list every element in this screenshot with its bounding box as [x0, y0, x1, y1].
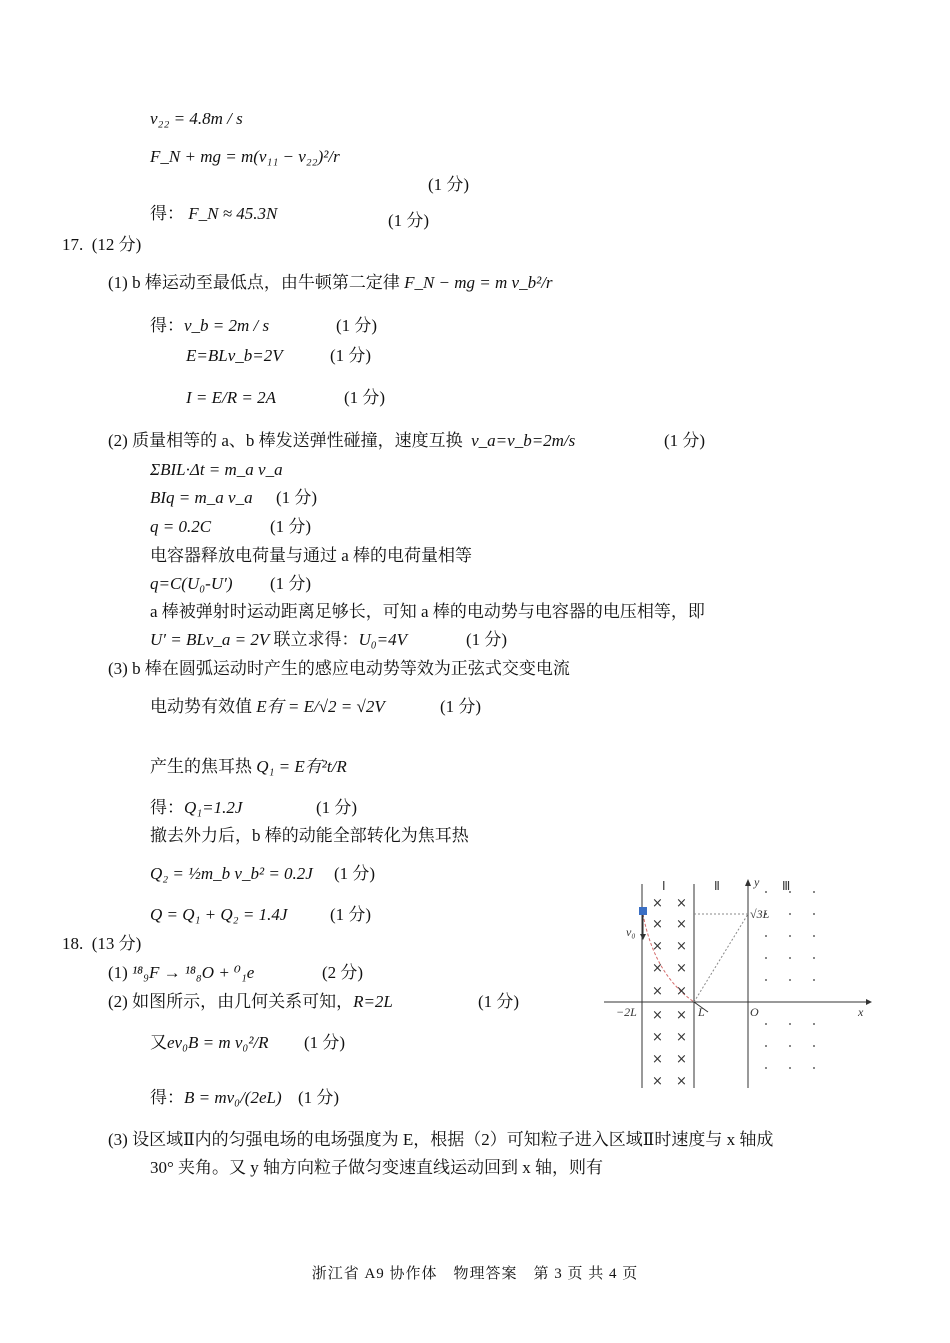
svg-text:×: ×: [676, 917, 687, 932]
v0-label: v₀: [626, 925, 636, 939]
region-1-label: Ⅰ: [662, 879, 666, 893]
q17-q1: 得：Q₁=1.2J: [150, 798, 243, 817]
q17-impulse-sum: ΣBIL·Δt = m_a v_a: [150, 460, 283, 479]
score: (1 分): [330, 905, 372, 924]
q18-part2-intro: (2) 如图所示，由几何关系可知，R=2L: [108, 992, 393, 1011]
q17-u0: U′ = BLv_a = 2V 联立求得：U₀=4V: [150, 630, 408, 649]
score: (1 分): [270, 574, 312, 593]
y-axis-arrow: [745, 879, 751, 886]
neg-2l-label: −2L: [616, 1005, 637, 1019]
y-axis-label: y: [754, 875, 760, 889]
score: (1 分): [316, 798, 358, 817]
particle-source: [639, 907, 647, 915]
score: (1 分): [428, 175, 470, 194]
result-fn: 得： F_N ≈ 45.3N: [150, 204, 278, 223]
score: (1 分): [330, 346, 372, 365]
q17-q1-eq: 产生的焦耳热 Q₁ = E有²t/R: [150, 757, 347, 776]
eq-v22: v₂₂ = 4.8m / s: [150, 109, 243, 128]
q17-part2-intro: (2) 质量相等的 a、b 棒发送弹性碰撞，速度互换 v_a=v_b=2m/s: [108, 431, 576, 450]
guide-trajectory-region2: [694, 914, 748, 1002]
q17-long-text: a 棒被弹射时运动距离足够长，可知 a 棒的电动势与电容器的电压相等，即: [150, 602, 705, 621]
score: (1 分): [344, 388, 386, 407]
svg-text:×: ×: [676, 896, 687, 911]
svg-text:×: ×: [652, 939, 663, 954]
x-axis-label: x: [858, 1005, 864, 1019]
q17-vb: 得：v_b = 2m / s: [150, 316, 270, 335]
sqrt3l-label: √3L: [750, 907, 770, 921]
svg-text:×: ×: [652, 1008, 663, 1023]
q17-remove-text: 撤去外力后，b 棒的动能全部转化为焦耳热: [150, 826, 469, 845]
magnetic-field-crosses: [652, 896, 687, 1089]
q17-emf: E=BLv_b=2V: [186, 346, 283, 365]
score: (1 分): [304, 1033, 346, 1052]
score: (1 分): [388, 211, 430, 230]
score: (1 分): [466, 630, 508, 649]
score: (1 分): [298, 1088, 340, 1107]
origin-label: O: [750, 1005, 759, 1019]
score: (1 分): [440, 697, 482, 716]
score: (1 分): [276, 488, 318, 507]
svg-text:×: ×: [676, 1052, 687, 1067]
field-region-diagram: [604, 874, 874, 1094]
svg-text:×: ×: [676, 939, 687, 954]
q18-part1: (1) ¹⁸₉F → ¹⁸₈O + ⁰₁e: [108, 963, 255, 982]
svg-text:×: ×: [652, 917, 663, 932]
svg-text:×: ×: [652, 1052, 663, 1067]
svg-text:×: ×: [676, 984, 687, 999]
score: (1 分): [664, 431, 706, 450]
region-2-label: Ⅱ: [714, 879, 720, 893]
svg-text:×: ×: [652, 1074, 663, 1089]
velocity-arrowhead: [640, 934, 646, 940]
q17-part1-intro: (1) b 棒运动至最低点，由牛顿第二定律 F_N − mg = m v_b²/r: [108, 273, 553, 292]
q17-part3-intro: (3) b 棒在圆弧运动时产生的感应电动势等效为正弦式交变电流: [108, 659, 570, 678]
region-3-label: Ⅲ: [782, 879, 791, 893]
q17-charge-text: 电容器释放电荷量与通过 a 棒的电荷量相等: [150, 546, 473, 565]
q17-biq: BIq = m_a v_a: [150, 488, 253, 507]
svg-text:×: ×: [652, 1030, 663, 1045]
score: (1 分): [334, 864, 376, 883]
score: (1 分): [270, 517, 312, 536]
q18-b-field: 得：B = mv₀/(2eL): [150, 1088, 282, 1107]
page-footer: 浙江省 A9 协作体 物理答案 第 3 页 共 4 页: [311, 1266, 639, 1282]
svg-text:×: ×: [676, 1074, 687, 1089]
q17-current: I = E/R = 2A: [186, 388, 276, 407]
q17-q-total: Q = Q₁ + Q₂ = 1.4J: [150, 905, 288, 924]
svg-text:×: ×: [676, 961, 687, 976]
q17-capacitor-eq: q=C(U₀-U′): [150, 574, 233, 593]
svg-text:×: ×: [652, 961, 663, 976]
q17-q2: Q₂ = ½m_b v_b² = 0.2J: [150, 864, 313, 883]
score: (1 分): [336, 316, 378, 335]
score: (2 分): [322, 963, 364, 982]
svg-text:×: ×: [676, 1008, 687, 1023]
q17-charge: q = 0.2C: [150, 517, 212, 536]
score: (1 分): [478, 992, 520, 1011]
svg-text:×: ×: [652, 896, 663, 911]
q18-lorentz: 又ev₀B = m v₀²/R: [150, 1033, 269, 1052]
q17-e-effective: 电动势有效值 E有 = E/√2 = √2V: [150, 697, 385, 716]
l-label: L: [698, 1005, 705, 1019]
q18-part3-line2: 30° 夹角。又 y 轴方向粒子做匀变速直线运动回到 x 轴，则有: [150, 1158, 604, 1177]
x-axis-arrow: [866, 999, 872, 1005]
magnetic-field-dots: [765, 891, 815, 1069]
svg-text:×: ×: [676, 1030, 687, 1045]
eq-fn-circular: F_N + mg = m(v₁₁ − v₂₂)²/r: [150, 147, 340, 166]
question-17-header: 17. (12 分): [62, 235, 142, 254]
question-18-header: 18. (13 分): [62, 934, 142, 953]
svg-text:×: ×: [652, 984, 663, 999]
q18-part3-line1: (3) 设区域Ⅱ内的匀强电场的电场强度为 E，根据（2）可知粒子进入区域Ⅱ时速度与 x 轴成: [108, 1130, 774, 1149]
